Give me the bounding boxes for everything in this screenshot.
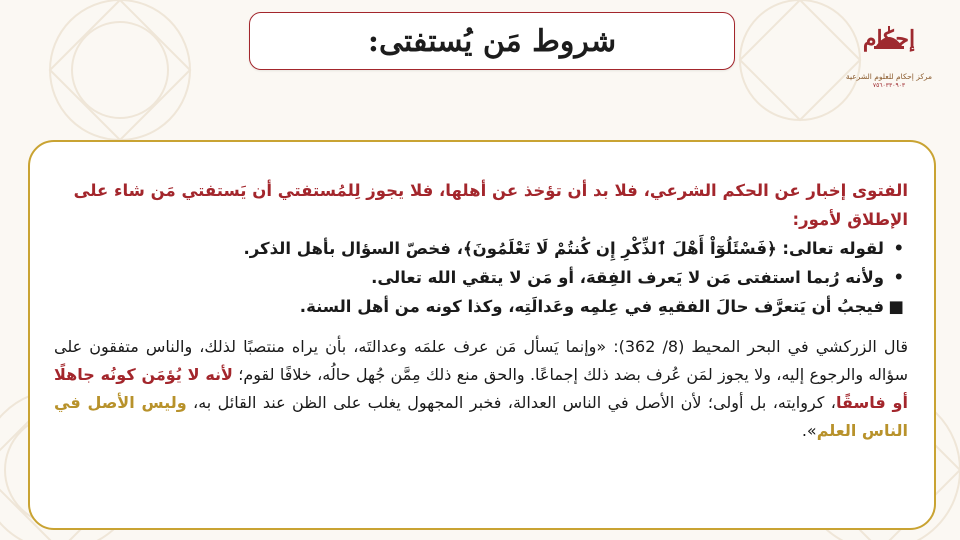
quote-text: ». [801, 421, 817, 440]
bullet-icon: • [893, 239, 904, 258]
content-box [28, 140, 936, 530]
logo-name: إحكام [862, 26, 916, 52]
list-item-text: فيجبُ أن يَتعرَّف حالَ الفقيهِ في عِلمِه وعَدالَتِه، وكذا كونه من أهل السنة. [299, 297, 884, 316]
page-title: شروط مَن يُستفتى: [367, 23, 617, 59]
square-bullet-icon: ■ [888, 297, 904, 316]
quote-highlight-gold: وليس الأصل في الناس العلم [54, 393, 908, 440]
list-item [54, 292, 908, 321]
quote-text: ، كروايته، بل أولى؛ لأن الأصل في الناس العدالة، فخبر المجهول يغلب على الظن عند القائل به، [193, 393, 836, 412]
quote-highlight-red: لأنه لا يُؤمَن كونُه جاهلًا أو فاسقًا [54, 365, 908, 412]
quote-text: قال الزركشي في البحر المحيط (8/ 362): «وإنما يَسأل مَن عرف علمَه وعدالتَه، بأن يراه منتصبًا لذلك، والناس متفقون على سؤاله والرجوع إليه، ولا يجوز لمَن عُرف بضد ذلك إجماعًا. والحق منع ذلك مِمَّن جُهل حالُه، خلافًا لقوم؛ [54, 337, 909, 384]
quote-paragraph [54, 333, 908, 445]
logo-number: ٧٥٦٠٣٣٠٩٠٣ [872, 82, 906, 89]
list-item-text: ولأنه رُبما استفتى مَن لا يَعرف الفِقهَ، أو مَن لا يتقي الله تعالى. [371, 268, 884, 287]
list-item [54, 263, 908, 292]
logo [846, 26, 932, 96]
intro-text: الفتوى إخبار عن الحكم الشرعي، فلا بد أن تؤخذ عن أهلها، فلا يجوز لِلمُستفتي أن يَستفتي مَن شاء على الإطلاق لأمور: [73, 181, 908, 229]
bullet-icon: • [893, 268, 904, 287]
list-item-text: لقوله تعالى: ﴿فَسْئَلُوٓاْ أَهْلَ ٱلذِّكْرِ إِن كُنتُمْ لَا تَعْلَمُونَ﴾، فخصّ السؤال بأهل الذكر. [243, 239, 884, 258]
logo-subtitle: مركز إحكام للعلوم الشرعية [845, 72, 933, 81]
points-list [54, 234, 908, 321]
list-item [54, 234, 908, 263]
title-box [249, 12, 735, 70]
